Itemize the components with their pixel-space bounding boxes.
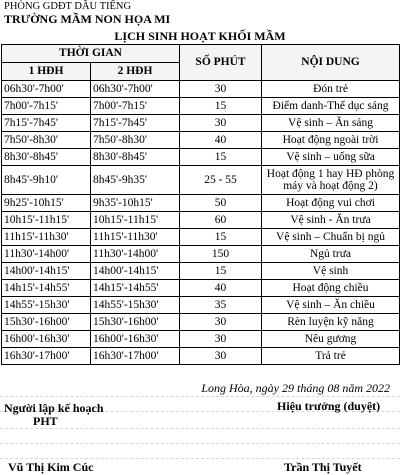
table-row bbox=[2, 331, 400, 348]
table-row bbox=[2, 297, 400, 314]
content-cell: Vệ sinh – Chuẩn bị ngủ bbox=[262, 229, 400, 246]
content-cell: Ngủ trưa bbox=[262, 246, 400, 263]
content-cell: Nêu gương bbox=[262, 331, 400, 348]
time-2hdh: 14h00'-14h15' bbox=[91, 263, 180, 280]
content-cell: Vệ sinh – uống sữa bbox=[262, 149, 400, 166]
time-2hdh: 7h00'-7h15' bbox=[91, 98, 180, 115]
content-cell: Hoạt động 1 hay HĐ phòng máy và hoạt động 2) bbox=[262, 166, 400, 195]
time-2hdh: 15h30'-16h00' bbox=[91, 314, 180, 331]
minutes-cell: 15 bbox=[180, 229, 262, 246]
table-row bbox=[2, 212, 400, 229]
time-2hdh: 16h00'-16h30' bbox=[91, 331, 180, 348]
table-row bbox=[2, 81, 400, 98]
schedule-rows bbox=[2, 81, 400, 365]
minutes-cell: 15 bbox=[180, 263, 262, 280]
header-minutes: SỐ PHÚT bbox=[180, 45, 262, 81]
time-1hdh: 10h15'-11h15' bbox=[2, 212, 91, 229]
time-1hdh: 15h30'-16h00' bbox=[2, 314, 91, 331]
content-cell: Vệ sinh - Ăn trưa bbox=[262, 212, 400, 229]
table-row bbox=[2, 229, 400, 246]
time-2hdh: 06h30'-7h00' bbox=[91, 81, 180, 98]
content-cell: Điểm danh-Thể dục sáng bbox=[262, 98, 400, 115]
minutes-cell: 30 bbox=[180, 81, 262, 98]
table-row bbox=[2, 314, 400, 331]
time-2hdh: 14h55'-15h30' bbox=[91, 297, 180, 314]
principal-title: Hiệu trưởng (duyệt) bbox=[277, 399, 381, 413]
time-1hdh: 16h30'-17h00' bbox=[2, 348, 91, 365]
header-1hdh: 1 HĐH bbox=[2, 63, 91, 81]
minutes-cell: 40 bbox=[180, 132, 262, 149]
time-2hdh: 10h15'-11h15' bbox=[91, 212, 180, 229]
minutes-cell: 30 bbox=[180, 314, 262, 331]
table-row bbox=[2, 98, 400, 115]
time-1hdh: 8h45'-9h10' bbox=[2, 166, 91, 195]
time-2hdh: 14h15'-14h55' bbox=[91, 280, 180, 297]
minutes-cell: 30 bbox=[180, 115, 262, 132]
table-row bbox=[2, 195, 400, 212]
table-row bbox=[2, 280, 400, 297]
divider bbox=[0, 396, 400, 397]
content-cell: Hoạt động vui chơi bbox=[262, 195, 400, 212]
table-row bbox=[2, 166, 400, 195]
time-1hdh: 7h50'-8h30' bbox=[2, 132, 91, 149]
page-title: LỊCH SINH HOẠT KHỐI MẦM bbox=[114, 29, 286, 43]
principal-name: Trần Thị Tuyết bbox=[284, 460, 362, 474]
time-1hdh: 11h15'-11h30' bbox=[2, 229, 91, 246]
time-2hdh: 9h35'-10h15' bbox=[91, 195, 180, 212]
time-1hdh: 8h30'-8h45' bbox=[2, 149, 91, 166]
time-1hdh: 11h30'-14h00' bbox=[2, 246, 91, 263]
time-1hdh: 9h25'-10h15' bbox=[2, 195, 91, 212]
minutes-cell: 30 bbox=[180, 348, 262, 365]
table-row bbox=[2, 263, 400, 280]
time-2hdh: 7h15'-7h45' bbox=[91, 115, 180, 132]
minutes-cell: 30 bbox=[180, 331, 262, 348]
minutes-cell: 150 bbox=[180, 246, 262, 263]
content-cell: Hoạt động ngoài trời bbox=[262, 132, 400, 149]
table-row bbox=[2, 132, 400, 149]
header-content: NỘI DUNG bbox=[262, 45, 400, 81]
time-2hdh: 7h50'-8h30' bbox=[91, 132, 180, 149]
content-cell: Vệ sinh – Ăn chiều bbox=[262, 297, 400, 314]
header-time: THỜI GIAN bbox=[2, 45, 180, 63]
content-cell: Trả trẻ bbox=[262, 348, 400, 365]
time-2hdh: 11h30'-14h00' bbox=[91, 246, 180, 263]
minutes-cell: 35 bbox=[180, 297, 262, 314]
time-1hdh: 14h15'-14h55' bbox=[2, 280, 91, 297]
minutes-cell: 25 - 55 bbox=[180, 166, 262, 195]
school-name: TRƯỜNG MẦM NON HỌA MI bbox=[4, 12, 171, 26]
divider bbox=[0, 443, 400, 444]
time-1hdh: 16h00'-16h30' bbox=[2, 331, 91, 348]
time-1hdh: 7h15'-7h45' bbox=[2, 115, 91, 132]
time-1hdh: 06h30'-7h00' bbox=[2, 81, 91, 98]
time-2hdh: 8h45'-9h35' bbox=[91, 166, 180, 195]
table-row bbox=[2, 115, 400, 132]
minutes-cell: 60 bbox=[180, 212, 262, 229]
signing-date: Long Hòa, ngày 29 tháng 08 năm 2022 bbox=[201, 381, 390, 395]
content-cell: Đón trẻ bbox=[262, 81, 400, 98]
time-2hdh: 8h30'-8h45' bbox=[91, 149, 180, 166]
table-row bbox=[2, 149, 400, 166]
planner-title: Người lập kế hoạch bbox=[4, 401, 104, 415]
planner-role: PHT bbox=[33, 414, 58, 428]
time-1hdh: 7h00'-7h15' bbox=[2, 98, 91, 115]
divider bbox=[0, 458, 400, 459]
minutes-cell: 50 bbox=[180, 195, 262, 212]
schedule-table bbox=[1, 44, 400, 365]
content-cell: Hoạt động chiều bbox=[262, 280, 400, 297]
time-1hdh: 14h55'-15h30' bbox=[2, 297, 91, 314]
header-2hdh: 2 HĐH bbox=[91, 63, 180, 81]
time-2hdh: 11h15'-11h30' bbox=[91, 229, 180, 246]
content-cell: Rèn luyện kỹ năng bbox=[262, 314, 400, 331]
table-row bbox=[2, 246, 400, 263]
department-name: PHÒNG GDĐT DẦU TIẾNG bbox=[4, 1, 132, 12]
minutes-cell: 40 bbox=[180, 280, 262, 297]
divider bbox=[0, 428, 400, 429]
minutes-cell: 15 bbox=[180, 149, 262, 166]
planner-name: Vũ Thị Kim Cúc bbox=[8, 460, 94, 474]
table-row bbox=[2, 348, 400, 365]
time-2hdh: 16h30'-17h00' bbox=[91, 348, 180, 365]
content-cell: Vệ sinh bbox=[262, 263, 400, 280]
content-cell: Vệ sinh – Ăn sáng bbox=[262, 115, 400, 132]
time-1hdh: 14h00'-14h15' bbox=[2, 263, 91, 280]
minutes-cell: 15 bbox=[180, 98, 262, 115]
